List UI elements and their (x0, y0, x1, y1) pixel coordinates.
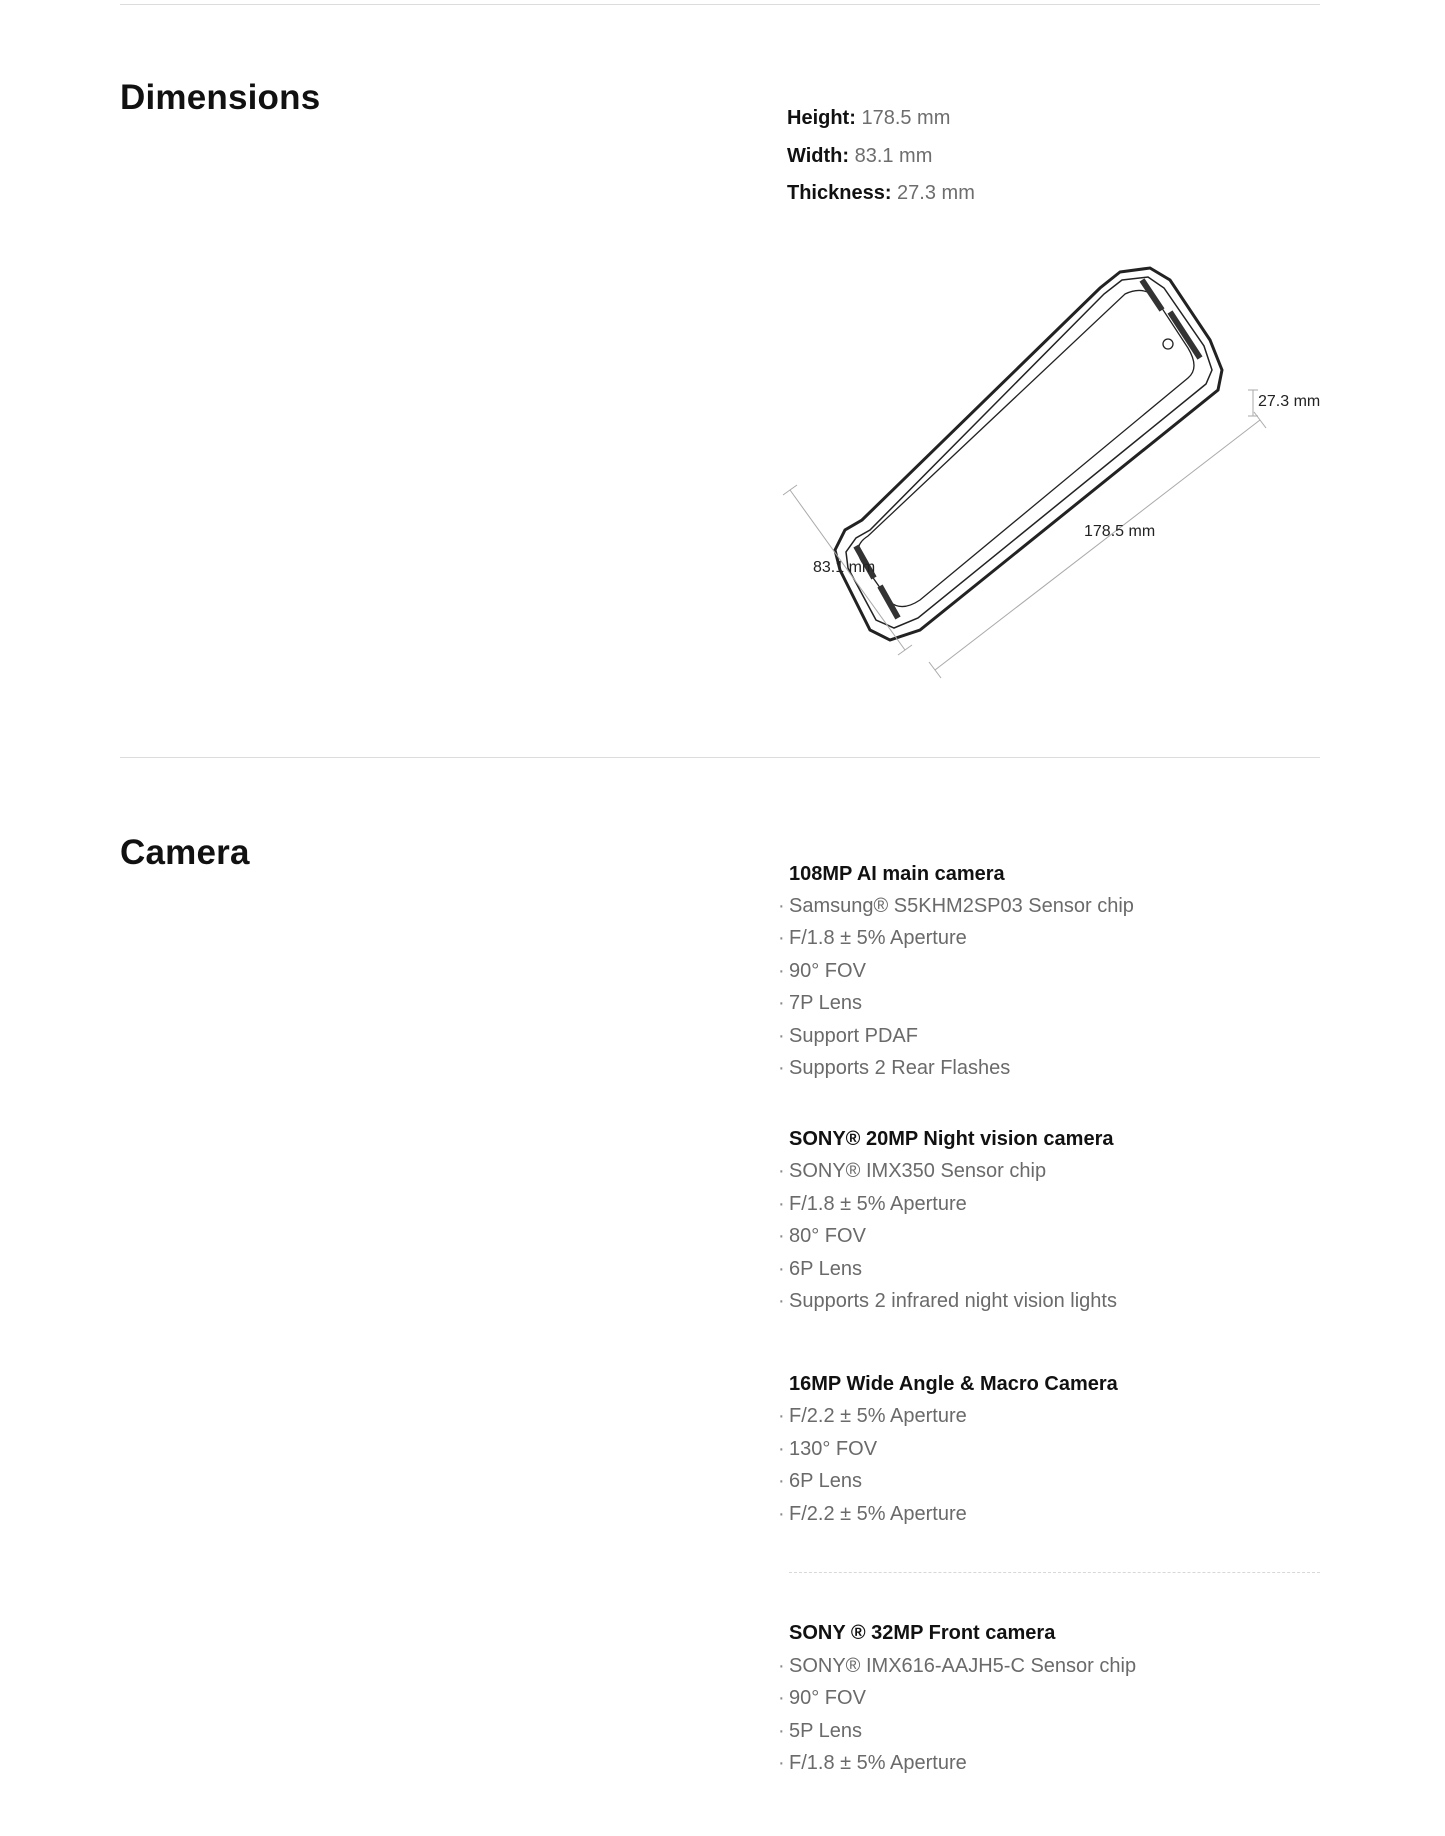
camera-spec-item: · SONY® IMX616-AAJH5-C Sensor chip (778, 1655, 1137, 1677)
camera-spec-item: · Supports 2 infrared night vision lights (778, 1290, 1117, 1312)
camera-spec-item: · 90° FOV (778, 960, 866, 982)
camera-heading: Camera (120, 833, 250, 872)
section-divider (120, 757, 1320, 758)
dimensions-heading: Dimensions (120, 78, 321, 117)
spec-thickness (787, 182, 975, 205)
spec-width (787, 145, 932, 168)
camera-spec-item: · F/2.2 ± 5% Aperture (778, 1405, 967, 1427)
spec-height-value: 178.5 mm (861, 107, 951, 129)
camera-spec-item: · Support PDAF (778, 1025, 918, 1047)
camera-group-title: 108MP AI main camera (789, 863, 1005, 885)
thickness-label: 27.3 mm (1258, 393, 1321, 410)
camera-spec-item: · F/2.2 ± 5% Aperture (778, 1503, 967, 1525)
camera-spec-item: · 7P Lens (778, 992, 863, 1014)
camera-spec-item: · SONY® IMX350 Sensor chip (778, 1160, 1047, 1182)
spec-height-key: Height: (787, 107, 856, 129)
camera-spec-item: · F/1.8 ± 5% Aperture (778, 1193, 967, 1215)
spec-thickness-value: 27.3 mm (897, 182, 975, 204)
camera-spec-item: · F/1.8 ± 5% Aperture (778, 1752, 967, 1774)
length-label: 178.5 mm (1084, 523, 1156, 540)
camera-group-title: SONY ® 32MP Front camera (789, 1622, 1056, 1644)
spec-height (787, 107, 950, 130)
camera-dashed-divider (789, 1572, 1320, 1573)
width-label: 83.1 mm (813, 559, 876, 576)
camera-spec-item: · 90° FOV (778, 1687, 866, 1709)
phone-dimension-diagram (770, 250, 1330, 680)
phone-illustration (835, 268, 1222, 640)
camera-spec-item: · 80° FOV (778, 1225, 866, 1247)
camera-spec-item: · Samsung® S5KHM2SP03 Sensor chip (778, 895, 1134, 917)
camera-spec-item: · Supports 2 Rear Flashes (778, 1057, 1011, 1079)
camera-spec-item: · 130° FOV (778, 1438, 878, 1460)
spec-width-value: 83.1 mm (854, 145, 933, 167)
thickness-dimension (1248, 390, 1258, 416)
spec-thickness-key: Thickness: (787, 182, 892, 204)
camera-spec-item: · F/1.8 ± 5% Aperture (778, 927, 967, 949)
camera-group-title: 16MP Wide Angle & Macro Camera (789, 1373, 1118, 1395)
top-divider (120, 4, 1320, 5)
camera-spec-item: · 5P Lens (778, 1720, 863, 1742)
camera-group-title: SONY® 20MP Night vision camera (789, 1128, 1114, 1150)
camera-spec-item: · 6P Lens (778, 1470, 863, 1492)
spec-width-key: Width: (787, 145, 850, 167)
camera-spec-item: · 6P Lens (778, 1258, 863, 1280)
